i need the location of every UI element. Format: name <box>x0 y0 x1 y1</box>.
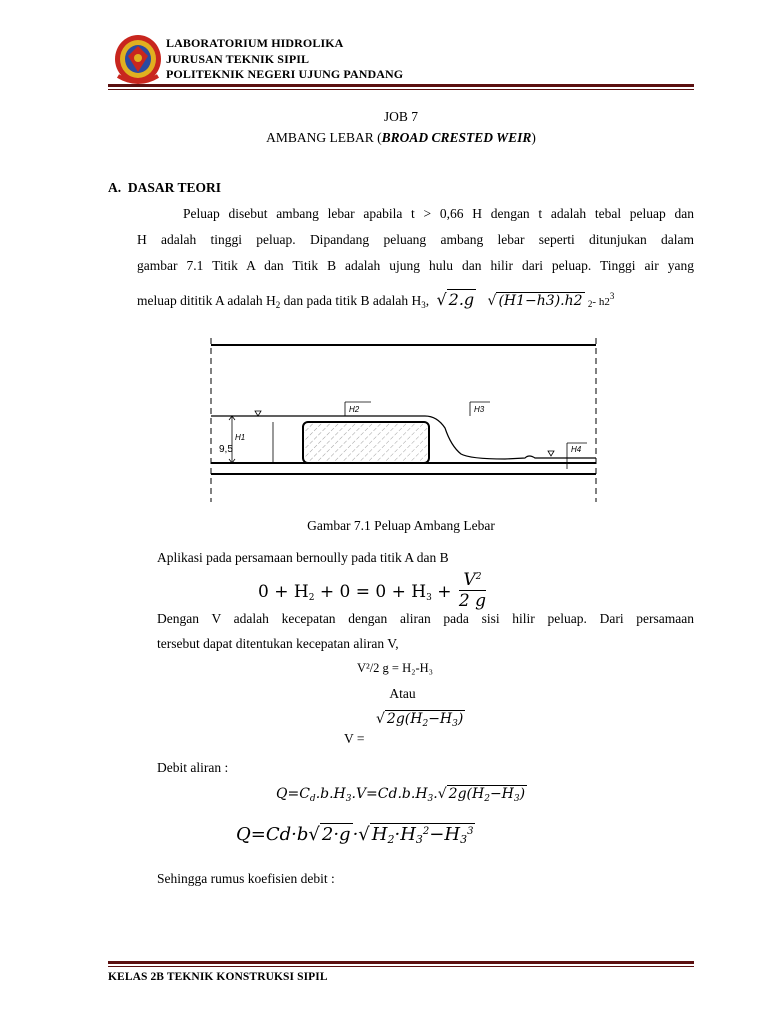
v-sqrt-b: −H <box>428 711 453 727</box>
weir-diagram <box>205 336 600 504</box>
q1-sqrt-c: ) <box>519 786 526 802</box>
equation-v2: V²/2 g = H₂-H₃ <box>356 661 434 675</box>
velocity-line-1: Dengan V adalah kecepatan dengan aliran pada sisi hilir peluap. Dari persamaan <box>157 611 694 626</box>
header-line-3: POLITEKNIK NEGERI UJUNG PANDANG <box>166 67 404 81</box>
main-title-suffix: ) <box>531 130 536 145</box>
section-heading: A. DASAR TEORI <box>108 180 222 195</box>
label-h4: H4 <box>571 445 582 454</box>
debit-label: Debit aliran : <box>157 760 229 775</box>
equation-q1: $Q=C_d.b.H_3.V=Cd.b.H_3.√$ $2g(H_2-H_3)$ <box>276 786 526 804</box>
header-rule-thick <box>108 84 694 87</box>
para-line-3: gambar 7.1 Titik A dan Titik B adalah ujung hulu dan hilir dari peluap. Tinggi air yang <box>137 258 694 273</box>
atau-label: Atau <box>389 686 416 701</box>
header-line-1: LABORATORIUM HIDROLIKA <box>166 36 344 50</box>
figure-caption: Gambar 7.1 Peluap Ambang Lebar <box>307 518 495 533</box>
eq1-plus: + <box>431 582 457 602</box>
label-depth: 9,5 <box>219 444 233 455</box>
q1-sqrt-a: 2g(H <box>448 786 485 802</box>
v-equals: V = <box>344 731 365 746</box>
q1-c: .V=Cd.b.H <box>351 786 428 802</box>
para-tail: - h2 <box>592 296 610 308</box>
conclusion-text: Sehingga rumus koefisien debit : <box>157 871 335 886</box>
eq1-den: 2 g <box>458 591 486 611</box>
bernoulli-intro: Aplikasi pada persamaan bernoully pada titik A dan B <box>157 550 449 565</box>
para-line-4: meluap dititik A adalah $H_2$ dan pada titik B adalah $H_3$, √ 2.g √ (H1−h3).h2 2- $h2^3$ <box>137 290 615 310</box>
eq1-left: 0 + H <box>258 582 309 602</box>
v-sqrt-c: ) <box>457 711 464 727</box>
footer-rule-thick <box>108 961 694 964</box>
label-h3: H3 <box>474 405 485 414</box>
q1-a: Q=C <box>276 786 310 802</box>
main-title-italic: BROAD CRESTED WEIR <box>381 130 532 145</box>
q2-s2c: −H <box>429 824 461 845</box>
sqrt-2g: 2.g <box>448 290 475 309</box>
para-last-mid: dan pada titik B adalah H <box>280 293 422 308</box>
equation-v: √ $2g(H_2-H_3)$ <box>376 711 464 729</box>
q2-s2b: ·H <box>394 824 416 845</box>
q2-sqrt-1: 2·g <box>321 824 351 845</box>
footer-text: KELAS 2B TEKNIK KONSTRUKSI SIPIL <box>108 971 328 983</box>
header-line-2: JURUSAN TEKNIK SIPIL <box>166 52 310 66</box>
label-h2: H2 <box>349 405 360 414</box>
header-rule-thin <box>108 89 694 90</box>
main-title-prefix: AMBANG LEBAR ( <box>266 130 382 145</box>
para-last-text: meluap dititik A adalah H <box>137 293 276 308</box>
eq1-mid: + 0 = 0 + H <box>314 582 427 602</box>
logo <box>112 32 164 86</box>
q1-b: .b.H <box>315 786 346 802</box>
q1-d: . <box>433 786 438 802</box>
sqrt-h-expr: (H1−h3).h2 <box>498 293 583 309</box>
para-line-1: Peluap disebut ambang lebar apabila t > 0,66 H dengan t adalah tebal peluap dan <box>183 206 694 221</box>
job-title: JOB 7 <box>383 109 419 124</box>
eq1-num: V <box>463 570 476 590</box>
equation-q2: Q=Cd·b√ 2·g ·√ $H_2\cdot H_3^2-H_3^3$ <box>236 824 474 846</box>
para-line-2: H adalah tinggi peluap. Dipandang peluang ambang lebar seperti ditunjukan dalam <box>137 232 694 247</box>
q2-s2a: H <box>371 824 388 845</box>
main-title <box>108 130 694 146</box>
label-h1: H1 <box>235 433 246 442</box>
footer-rule-thin <box>108 966 694 967</box>
q1-sqrt-b: −H <box>489 786 514 802</box>
q2-a: Q=Cd·b <box>236 824 309 845</box>
equation-bernoulli: $0 + H_2 + 0 = 0 + H_3$ + $\frac{V^2}{2 g}$ <box>258 570 486 611</box>
v-sqrt-a: 2g(H <box>386 711 423 727</box>
velocity-line-2: tersebut dapat ditentukan kecepatan aliran V, <box>157 636 399 651</box>
